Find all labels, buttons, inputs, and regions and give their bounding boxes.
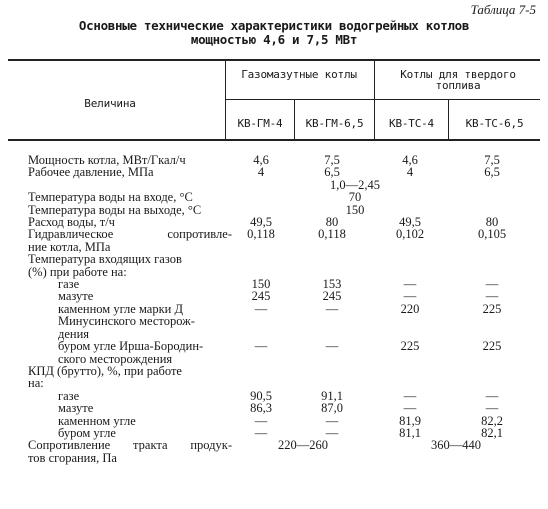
cell-value: 6,5 <box>484 165 500 180</box>
data-table <box>28 154 538 464</box>
cell-value: — <box>325 425 339 440</box>
row-label: дения <box>58 326 90 341</box>
cell-value: — <box>325 339 339 354</box>
row-label: газе <box>58 388 80 403</box>
cell-empty <box>374 353 446 365</box>
cell-empty <box>232 241 290 253</box>
table-body <box>28 154 538 464</box>
cell-value: 0,118 <box>247 227 275 242</box>
table-row <box>28 390 538 402</box>
row-label: Мощность котла, МВт/Гкал/ч <box>28 153 186 167</box>
cell-value: 245 <box>322 289 342 304</box>
row-label: мазуте <box>58 401 94 416</box>
cell-empty <box>374 241 446 253</box>
cell-value: — <box>403 401 417 416</box>
cell-empty <box>290 315 374 327</box>
table-row <box>28 253 538 265</box>
cell-empty <box>446 377 538 389</box>
cell-empty <box>232 315 290 327</box>
cell-empty <box>374 365 446 377</box>
group-underline-rule <box>225 99 540 100</box>
row-label: буром угле <box>58 425 116 440</box>
table-row <box>28 266 538 278</box>
row-label: Температура воды на выходе, °С <box>28 202 202 217</box>
cell-value: 81,9 <box>399 413 421 428</box>
row-label: на: <box>28 376 44 391</box>
cell-value: 87,0 <box>321 401 343 416</box>
cell-value: 225 <box>400 339 420 354</box>
cell-value: 150 <box>251 277 271 292</box>
table-row <box>28 452 538 464</box>
cell-empty <box>374 253 446 265</box>
cell-value: 90,5 <box>250 388 272 403</box>
table-row <box>28 315 538 327</box>
cell-value: 245 <box>251 289 271 304</box>
cell-value: 0,118 <box>318 227 346 242</box>
cell-value: 7,5 <box>484 153 500 167</box>
header-col-4: КВ-ТС-6,5 <box>465 117 524 130</box>
cell-value: 86,3 <box>250 401 272 416</box>
row-label: буром угле Ирша-Бородин- <box>58 339 204 354</box>
cell-empty <box>446 253 538 265</box>
cell-value: — <box>485 289 499 304</box>
row-label: ского месторождения <box>58 351 173 366</box>
header-bottom-rule <box>8 139 540 141</box>
cell-span-value: 70 <box>348 190 362 205</box>
header-top-rule <box>8 59 540 61</box>
cell-value: — <box>485 401 499 416</box>
table-row <box>28 402 538 414</box>
cell-empty <box>290 353 374 365</box>
cell-value: 0,105 <box>477 227 507 242</box>
table-row <box>28 290 538 302</box>
cell-value: 4 <box>257 165 265 180</box>
cell-empty <box>290 365 374 377</box>
cell-value: — <box>325 413 339 428</box>
cell-empty <box>232 377 290 389</box>
table-row <box>28 166 538 178</box>
cell-empty <box>446 241 538 253</box>
cell-value: 4,6 <box>402 153 418 167</box>
cell-value: — <box>485 388 499 403</box>
cell-value: 91,1 <box>321 388 343 403</box>
cell-value: 49,5 <box>399 215 421 230</box>
header-quantity: Величина <box>84 97 136 110</box>
table-row <box>28 377 538 389</box>
cell-value: — <box>254 301 268 316</box>
row-label: Температура воды на входе, °С <box>28 190 193 205</box>
cell-empty <box>446 452 538 464</box>
cell-value: — <box>403 277 417 292</box>
cell-span-value: 150 <box>345 202 365 217</box>
cell-value: 220 <box>400 301 420 316</box>
cell-gas-span: 220—260 <box>278 438 328 453</box>
table-row <box>28 365 538 377</box>
cell-value: 4 <box>406 165 414 180</box>
row-label: газе <box>58 277 80 292</box>
cell-empty <box>290 241 374 253</box>
cell-value: 80 <box>325 215 339 230</box>
cell-value: — <box>403 388 417 403</box>
cell-empty <box>290 377 374 389</box>
cell-value: 82,2 <box>481 413 503 428</box>
cell-empty <box>374 315 446 327</box>
header-col-1: КВ-ГМ-4 <box>237 117 283 130</box>
cell-value: 6,5 <box>324 165 340 180</box>
cell-empty <box>446 353 538 365</box>
cell-value: 4,6 <box>253 153 269 167</box>
row-label: Рабочее давление, МПа <box>28 165 154 180</box>
cell-empty <box>446 315 538 327</box>
cell-empty <box>232 353 290 365</box>
cell-empty <box>232 365 290 377</box>
row-label: Температура входящих газов <box>28 252 182 267</box>
table-row <box>28 439 538 451</box>
cell-value: — <box>254 339 268 354</box>
cell-solid-span: 360—440 <box>431 438 481 453</box>
cell-value: 7,5 <box>324 153 340 167</box>
cell-value: 82,1 <box>481 425 503 440</box>
cell-empty <box>374 377 446 389</box>
cell-value: — <box>254 425 268 440</box>
cell-span-value: 1,0—2,45 <box>330 177 380 192</box>
table-row <box>28 228 538 240</box>
cell-empty <box>232 253 290 265</box>
header-col-2: КВ-ГМ-6,5 <box>305 117 364 130</box>
table-row <box>28 191 538 203</box>
table-title <box>0 19 548 47</box>
cell-value: 153 <box>322 277 342 292</box>
cell-value: 81,1 <box>399 425 421 440</box>
header-gas-group: Газомазутные котлы <box>241 68 357 81</box>
cell-value: 80 <box>485 215 499 230</box>
cell-value: 225 <box>482 339 502 354</box>
row-label: Минусинского месторож- <box>58 314 195 329</box>
cell-value: — <box>485 277 499 292</box>
table-row <box>28 340 538 352</box>
row-label: тов сгорания, Па <box>28 450 117 465</box>
title-line-1: Основные технические характеристики водогрейных котлов <box>78 18 470 33</box>
row-label: Расход воды, т/ч <box>28 215 115 230</box>
cell-value: 225 <box>482 301 502 316</box>
row-label: каменном угле марки Д <box>58 301 184 316</box>
title-line-2: мощностью 4,6 и 7,5 МВт <box>190 32 358 47</box>
cell-value: 49,5 <box>250 215 272 230</box>
row-label: мазуте <box>58 289 94 304</box>
header-col-3: КВ-ТС-4 <box>389 117 434 130</box>
cell-value: 0,102 <box>395 227 425 242</box>
table-caption: Таблица 7-5 <box>470 2 536 17</box>
cell-value: — <box>403 289 417 304</box>
cell-value: — <box>254 413 268 428</box>
cell-empty <box>290 452 374 464</box>
cell-value: — <box>325 301 339 316</box>
row-label: Гидравлическое сопротивле- <box>28 227 232 242</box>
cell-empty <box>446 365 538 377</box>
row-label: ние котла, МПа <box>28 239 111 254</box>
table-row <box>28 278 538 290</box>
cell-empty <box>232 452 290 464</box>
row-label: каменном угле <box>58 413 136 428</box>
cell-empty <box>374 452 446 464</box>
header-solid-group: Котлы для твердого топлива <box>400 68 516 92</box>
row-label: Сопротивление тракта продук- <box>28 438 232 453</box>
row-label: КПД (брутто), %, при работе <box>28 363 182 378</box>
row-label: (%) при работе на: <box>28 264 127 279</box>
cell-empty <box>290 253 374 265</box>
